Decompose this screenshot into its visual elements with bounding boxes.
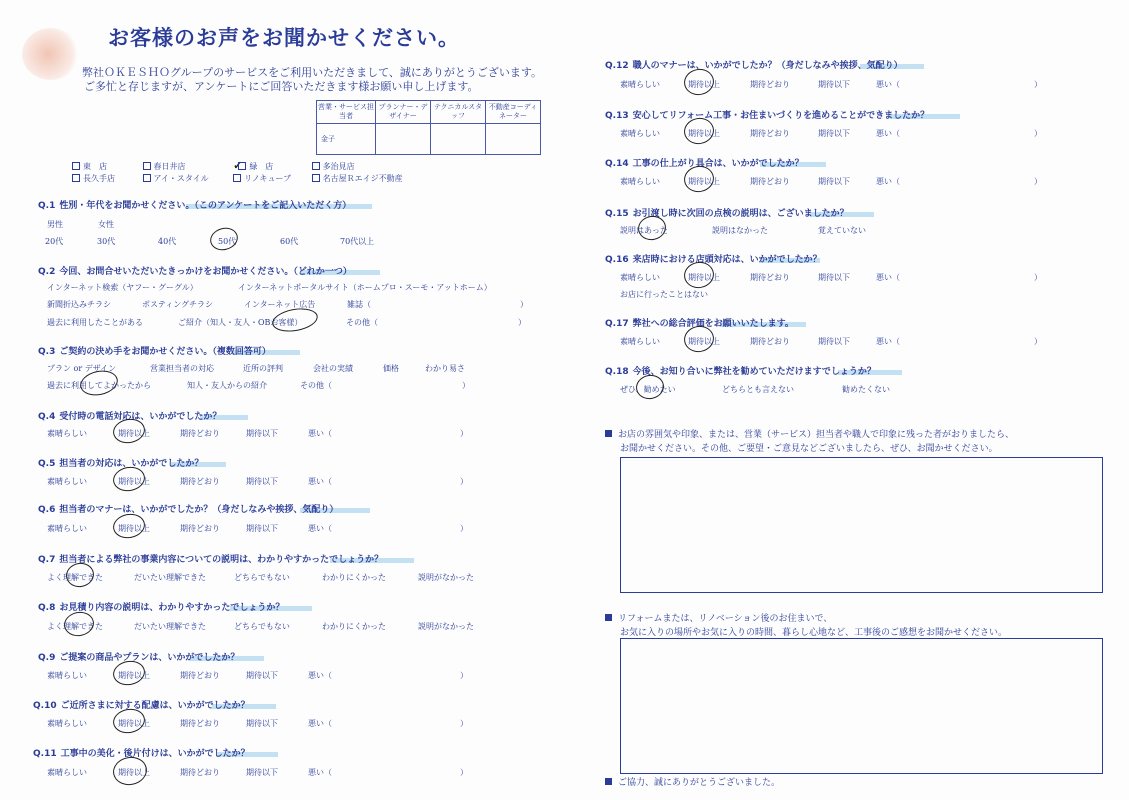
- option[interactable]: 期待どおり: [750, 80, 790, 89]
- intro-line-1: 弊社ＯＫＥＳＨＯグループのサービスをご利用いただきまして、誠にありがとうございます。: [82, 66, 543, 79]
- option[interactable]: 期待どおり: [180, 719, 220, 728]
- option[interactable]: 新聞折込みチラシ: [47, 300, 111, 309]
- store-checkbox[interactable]: [312, 174, 320, 182]
- question-q17: Q.17 弊社への総合評価をお願いいたします。: [605, 319, 794, 329]
- option-selected[interactable]: 期待以上: [118, 768, 150, 777]
- option[interactable]: 悪い（: [876, 129, 900, 138]
- option[interactable]: 素晴らしい: [47, 524, 87, 533]
- option-close: ）: [1034, 129, 1042, 138]
- option-close: ）: [518, 318, 526, 327]
- option-close: ）: [462, 381, 470, 390]
- option[interactable]: 悪い（: [876, 337, 900, 346]
- option[interactable]: 期待以下: [246, 719, 278, 728]
- store-label: 多治見店: [322, 162, 355, 171]
- option-selected[interactable]: 期待以上: [118, 671, 150, 680]
- option[interactable]: 期待どおり: [180, 768, 220, 777]
- option[interactable]: どちらでもない: [234, 573, 290, 582]
- option[interactable]: プラン or デザイン: [47, 364, 117, 373]
- option[interactable]: 悪い（: [308, 719, 332, 728]
- option[interactable]: 期待どおり: [180, 477, 220, 486]
- question-q9: Q.9 ご提案の商品やプランは、いかがでしたか？: [38, 653, 240, 663]
- comment-box-2[interactable]: [620, 638, 1103, 774]
- option[interactable]: 悪い（: [308, 429, 332, 438]
- option[interactable]: だいたい理解できた: [134, 622, 206, 631]
- answer-circle: [208, 225, 241, 253]
- question-q16: Q.16 来店時における店頭対応は、いかがでしたか？: [605, 255, 822, 265]
- option-close: ）: [460, 671, 468, 680]
- question-q6: Q.6 担当者のマナーは、いかがでしたか？（身だしなみや挨拶、気配り）: [38, 505, 339, 515]
- option-selected[interactable]: よく理解できた: [47, 622, 103, 631]
- option[interactable]: 素晴らしい: [47, 671, 87, 680]
- question-q10: Q.10 ご近所さまに対する配慮は、いかがでしたか？: [33, 701, 250, 711]
- option-close: ）: [1034, 337, 1042, 346]
- option[interactable]: その他（: [346, 318, 378, 327]
- option[interactable]: わかり易さ: [425, 364, 465, 373]
- store-label: リノキューブ: [244, 174, 292, 183]
- store-label: アイ・スタイル: [153, 174, 209, 183]
- option[interactable]: 素晴らしい: [47, 429, 87, 438]
- page-title: お客様のお声をお聞かせください。: [108, 26, 460, 50]
- question-q7: Q.7 担当者による弊社の事業内容についての説明は、わかりやすかったでしょうか？: [38, 555, 384, 565]
- staff-header-planner: プランナー・デザイナー: [376, 101, 431, 124]
- option[interactable]: 期待以下: [246, 477, 278, 486]
- staff-header-sales: 営業・サービス担当者: [317, 101, 376, 124]
- question-q4: Q.4 受付時の電話対応は、いかがでしたか？: [38, 412, 222, 422]
- store-checkbox-checked[interactable]: [238, 162, 246, 170]
- option[interactable]: 期待以下: [818, 273, 850, 282]
- option[interactable]: 悪い（: [308, 477, 332, 486]
- store-checkbox[interactable]: [72, 162, 80, 170]
- option[interactable]: 近所の評判: [243, 364, 283, 373]
- option[interactable]: 期待以下: [818, 80, 850, 89]
- option[interactable]: 期待どおり: [750, 129, 790, 138]
- option[interactable]: 期待以下: [246, 671, 278, 680]
- square-bullet-icon: [605, 614, 612, 621]
- option[interactable]: 期待どおり: [180, 524, 220, 533]
- option[interactable]: 悪い（: [876, 80, 900, 89]
- question-q12: Q.12 職人のマナーは、いかがでしたか？（身だしなみや挨拶、気配り）: [605, 61, 903, 71]
- option[interactable]: 勧めたくない: [842, 385, 890, 394]
- option[interactable]: ポスティングチラシ: [142, 300, 214, 309]
- option-close: ）: [520, 300, 528, 309]
- question-q5: Q.5 担当者の対応は、いかがでしたか？: [38, 459, 204, 469]
- option[interactable]: 素晴らしい: [620, 337, 660, 346]
- option-close: ）: [460, 524, 468, 533]
- question-q15: Q.15 お引渡し時に次回の点検の説明は、ございましたか？: [605, 209, 849, 219]
- store-checkbox[interactable]: [143, 174, 151, 182]
- option-close: ）: [1034, 177, 1042, 186]
- question-q14: Q.14 工事の仕上がり具合は、いかがでしたか？: [605, 159, 804, 169]
- answer-circle: [634, 373, 666, 401]
- option[interactable]: 期待以下: [818, 177, 850, 186]
- company-seal: [22, 28, 80, 80]
- option[interactable]: 知人・友人からの紹介: [187, 381, 267, 390]
- option-selected[interactable]: 50代: [218, 237, 237, 246]
- store-label: 緑 店: [249, 162, 274, 171]
- answer-circle: [111, 754, 149, 787]
- question-q13: Q.13 安心してリフォーム工事・お住まいづくりを進めることができましたか？: [605, 111, 930, 121]
- staff-technical-name[interactable]: [431, 124, 486, 155]
- option[interactable]: 60代: [280, 237, 299, 246]
- option[interactable]: インターネット検索（ヤフー・グーグル）: [47, 283, 198, 292]
- option[interactable]: 30代: [97, 237, 116, 246]
- square-bullet-icon: [605, 430, 612, 437]
- option[interactable]: 会社の実績: [313, 364, 353, 373]
- option[interactable]: 男性: [47, 220, 63, 229]
- option[interactable]: 期待どおり: [750, 273, 790, 282]
- option[interactable]: わかりにくかった: [322, 573, 386, 582]
- store-label: 名古屋Ｒエイジ不動産: [322, 174, 403, 183]
- option[interactable]: どちらとも言えない: [722, 385, 794, 394]
- option-selected[interactable]: 過去に利用してよかったから: [47, 381, 151, 390]
- option-selected[interactable]: ぜひ、勧めたい: [620, 385, 676, 394]
- comment-prompt-1: お店の雰囲気や印象、または、営業（サービス）担当者や職人で印象に残った者がおりましたら、 お聞かせください。その他、ご要望・ご意見などございましたら、ぜひ、お聞かせください。: [605, 428, 1014, 456]
- option-selected[interactable]: よく理解できた: [47, 573, 103, 582]
- option[interactable]: 雑誌（: [347, 300, 371, 309]
- option[interactable]: 説明はなかった: [712, 226, 768, 235]
- staff-realestate-name[interactable]: [486, 124, 541, 155]
- option[interactable]: 価格: [383, 364, 399, 373]
- intro-text: [82, 66, 542, 94]
- option[interactable]: 40代: [158, 237, 177, 246]
- option[interactable]: 素晴らしい: [47, 477, 87, 486]
- option[interactable]: だいたい理解できた: [134, 573, 206, 582]
- option[interactable]: 期待どおり: [750, 337, 790, 346]
- option[interactable]: 期待以下: [246, 429, 278, 438]
- store-checkbox[interactable]: [72, 174, 80, 182]
- option[interactable]: 悪い（: [876, 273, 900, 282]
- option[interactable]: 悪い（: [308, 768, 332, 777]
- option[interactable]: 期待どおり: [180, 429, 220, 438]
- option[interactable]: わかりにくかった: [322, 622, 386, 631]
- option[interactable]: お店に行ったことはない: [620, 290, 708, 299]
- question-q3: Q.3 ご契約の決め手をお聞かせください。（複数回答可）: [38, 347, 271, 357]
- question-q11: Q.11 工事中の美化・後片付けは、いかがでしたか？: [33, 749, 250, 759]
- option[interactable]: 説明がなかった: [418, 622, 474, 631]
- option[interactable]: 期待以下: [246, 524, 278, 533]
- option-close: ）: [460, 768, 468, 777]
- option-selected[interactable]: 期待以上: [688, 177, 720, 186]
- option[interactable]: その他（: [300, 381, 332, 390]
- option-close: ）: [460, 477, 468, 486]
- question-q18: Q.18 今後、お知り合いに弊社を勧めていただけますでしょうか？: [605, 367, 876, 377]
- option-selected[interactable]: 期待以上: [118, 524, 150, 533]
- option-selected[interactable]: 期待以上: [118, 477, 150, 486]
- option-selected[interactable]: 期待以上: [118, 429, 150, 438]
- comment-box-1[interactable]: [620, 457, 1103, 593]
- option[interactable]: 悪い（: [308, 524, 332, 533]
- intro-line-2: ご多忙と存じますが、アンケートにご回答いただきます様お願い申し上げます。: [84, 80, 479, 93]
- staff-header-technical: テクニカルスタッフ: [431, 101, 486, 124]
- store-checkbox[interactable]: [233, 174, 241, 182]
- option[interactable]: 素晴らしい: [47, 719, 87, 728]
- option-selected[interactable]: 期待以上: [688, 129, 720, 138]
- option[interactable]: 悪い（: [876, 177, 900, 186]
- option[interactable]: 素晴らしい: [620, 177, 660, 186]
- staff-planner-name[interactable]: [376, 124, 431, 155]
- store-label: 東 店: [83, 162, 107, 171]
- answer-circle: [682, 67, 716, 98]
- answer-circle: [62, 610, 96, 639]
- option[interactable]: 70代以上: [340, 237, 375, 246]
- option[interactable]: 期待以下: [818, 337, 850, 346]
- option-close: ）: [460, 429, 468, 438]
- question-q1: Q.1 性別・年代をお聞かせください。（このアンケートをご記入いただく方）: [38, 201, 352, 211]
- staff-sales-name[interactable]: 金子: [317, 124, 376, 155]
- question-q8: Q.8 お見積り内容の説明は、わかりやすかったでしょうか？: [38, 603, 285, 613]
- thanks-note: ご協力、誠にありがとうございました。: [605, 776, 780, 790]
- option-close: ）: [1034, 80, 1042, 89]
- staff-table: [316, 100, 541, 155]
- option-close: ）: [460, 719, 468, 728]
- option[interactable]: 20代: [45, 237, 64, 246]
- store-selector: [72, 160, 405, 185]
- option[interactable]: 期待どおり: [750, 177, 790, 186]
- option[interactable]: 覚えていない: [818, 226, 866, 235]
- store-checkbox[interactable]: [312, 162, 320, 170]
- option[interactable]: 素晴らしい: [47, 768, 87, 777]
- store-checkbox[interactable]: [143, 162, 151, 170]
- option-selected[interactable]: 説明はあった: [620, 226, 668, 235]
- option[interactable]: どちらでもない: [234, 622, 290, 631]
- option[interactable]: 女性: [98, 220, 114, 229]
- store-label: 長久手店: [83, 174, 115, 183]
- comment-prompt-2: リフォームまたは、リノベーション後のお住まいで、 お気に入りの場所やお気に入りの時間、暮らし心地など、工事後のご感想をお聞かせください。: [605, 612, 1007, 640]
- square-bullet-icon: [605, 778, 612, 785]
- option[interactable]: 説明がなかった: [418, 573, 474, 582]
- option[interactable]: 期待以下: [818, 129, 850, 138]
- option[interactable]: 期待以下: [246, 768, 278, 777]
- option[interactable]: 営業担当者の対応: [150, 364, 214, 373]
- option-selected[interactable]: ご紹介（知人・友人・OBお客様）: [178, 318, 303, 327]
- option-selected[interactable]: 期待以上: [688, 80, 720, 89]
- option[interactable]: 素晴らしい: [620, 129, 660, 138]
- question-q2: Q.2 今回、お問合せいただいたきっかけをお聞かせください。（どれか一つ）: [38, 267, 352, 277]
- option-close: ）: [1034, 273, 1042, 282]
- answer-circle: [64, 561, 96, 589]
- option-selected[interactable]: 期待以上: [688, 273, 720, 282]
- option[interactable]: インターネット広告: [244, 300, 316, 309]
- option-selected[interactable]: 期待以上: [118, 719, 150, 728]
- option[interactable]: 素晴らしい: [620, 273, 660, 282]
- option[interactable]: インターネットポータルサイト（ホームプロ・スーモ・アットホーム）: [238, 283, 492, 292]
- option[interactable]: 悪い（: [308, 671, 332, 680]
- checkmark-icon: ✓: [233, 159, 243, 172]
- answer-circle: [111, 511, 147, 540]
- option[interactable]: 素晴らしい: [620, 80, 660, 89]
- staff-header-realestate: 不動産コーディネーター: [486, 101, 541, 124]
- option-selected[interactable]: 期待以上: [688, 337, 720, 346]
- store-label: 春日井店: [153, 162, 186, 171]
- option[interactable]: 期待どおり: [180, 671, 220, 680]
- option[interactable]: 過去に利用したことがある: [47, 318, 143, 327]
